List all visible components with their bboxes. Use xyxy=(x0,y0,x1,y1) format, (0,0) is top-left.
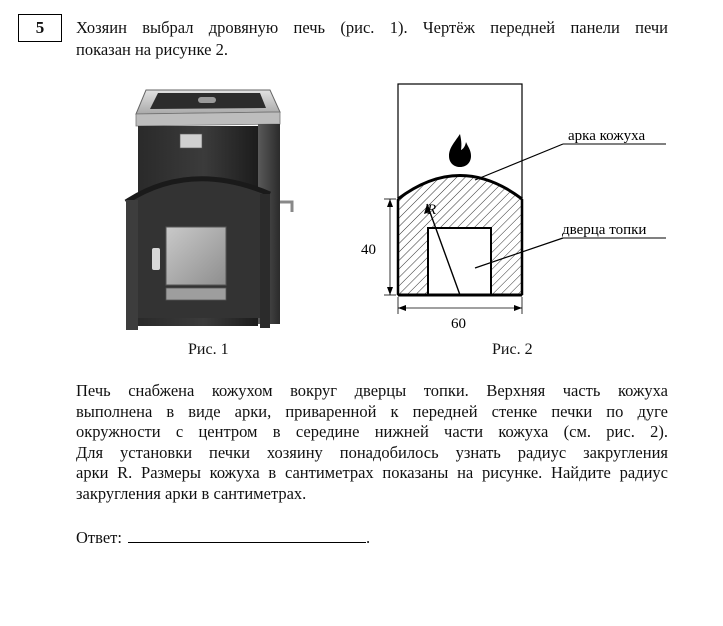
dim-width: 60 xyxy=(451,316,466,330)
answer-row xyxy=(76,528,370,548)
label-door: дверца топки xyxy=(562,222,647,238)
fire-door-shape xyxy=(428,228,491,295)
answer-blank[interactable] xyxy=(128,528,366,543)
answer-label: Ответ: xyxy=(76,528,122,547)
problem-intro xyxy=(76,17,668,61)
problem-body xyxy=(76,381,668,505)
body-line: закругления арки в сантиметрах. xyxy=(76,483,307,503)
answer-end: . xyxy=(365,528,371,547)
radius-label: R xyxy=(427,202,437,218)
intro-line: Хозяин выбрал дровяную печь (рис. 1). Чертёж передней панели печи xyxy=(76,18,668,37)
problem-number: 5 xyxy=(18,14,62,42)
intro-line: показан на рисунке 2. xyxy=(76,40,228,59)
dim-height: 40 xyxy=(361,242,376,258)
figure1-caption: Рис. 1 xyxy=(188,341,229,358)
body-line: Для установки печки хозяину понадобилось узнать радиус закругления xyxy=(76,442,668,462)
label-arch: арка кожуха xyxy=(568,128,646,144)
figure2-caption: Рис. 2 xyxy=(492,341,533,358)
body-line: окружности с центром в середине нижней части кожуха (см. рис. 2). xyxy=(76,422,668,442)
body-line: выполнена в виде арки, приваренной к передней стенке печки по дуге xyxy=(76,401,668,421)
stove-illustration xyxy=(120,82,305,334)
casing-drawing xyxy=(350,80,690,330)
body-line: Печь снабжена кожухом вокруг дверцы топки. Верхняя часть кожуха xyxy=(76,381,668,400)
body-line: арки R. Размеры кожуха в сантиметрах показаны на рисунке. Найдите радиус xyxy=(76,463,668,483)
